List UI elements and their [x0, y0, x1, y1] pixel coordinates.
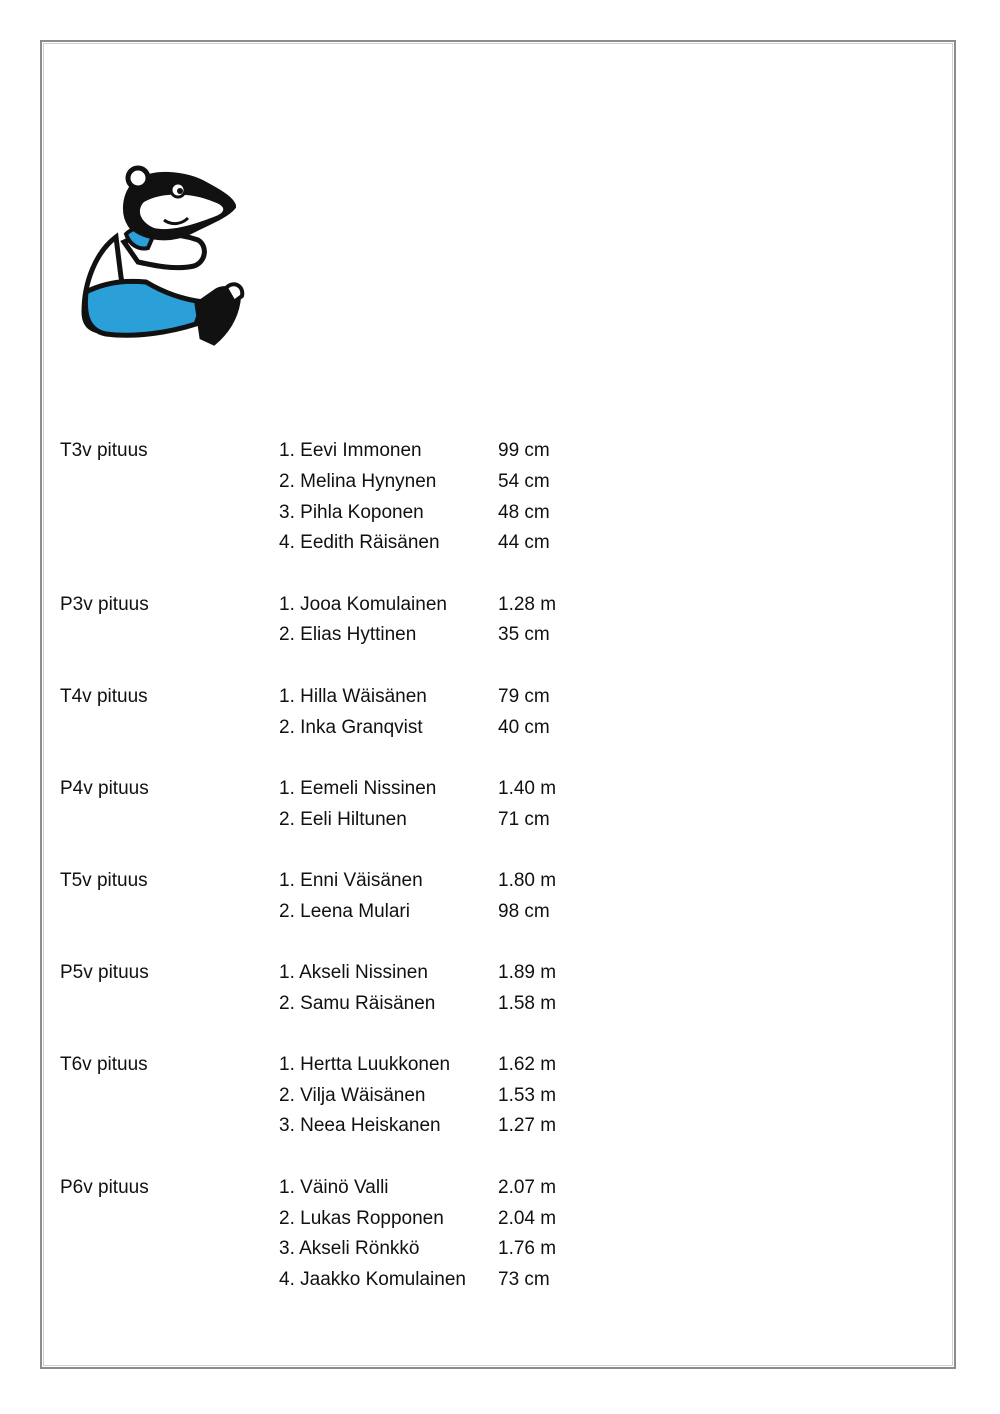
athlete-cell — [279, 901, 498, 923]
result-value: 2.07 m — [498, 1176, 557, 1198]
result-group — [60, 1050, 620, 1142]
athlete-name: Akseli Rönkkö — [299, 1238, 420, 1260]
result-row — [60, 589, 620, 620]
result-value: 99 cm — [498, 440, 550, 462]
rank-number: 2. — [279, 1084, 295, 1106]
result-row — [60, 1050, 620, 1081]
result-row — [60, 988, 620, 1019]
result-value: 71 cm — [498, 808, 550, 830]
athlete-cell — [279, 502, 498, 524]
result-value: 54 cm — [498, 471, 550, 493]
result-value: 1.28 m — [498, 593, 557, 615]
rank-number: 3. — [279, 501, 295, 523]
athlete-cell — [279, 870, 498, 892]
rank-number: 1. — [279, 777, 295, 799]
rank-number: 2. — [279, 1207, 295, 1229]
athlete-cell — [279, 1115, 498, 1137]
result-value: 40 cm — [498, 716, 550, 738]
athlete-name: Pihla Koponen — [300, 501, 424, 523]
result-row — [60, 1234, 620, 1265]
athlete-name: Jooa Komulainen — [300, 593, 447, 615]
athlete-name: Eeli Hiltunen — [300, 808, 407, 830]
result-group — [60, 682, 620, 743]
result-row — [60, 712, 620, 743]
athlete-cell — [279, 624, 498, 646]
result-value: 1.40 m — [498, 777, 557, 799]
result-row — [60, 1173, 620, 1204]
category-label: P5v pituus — [60, 962, 149, 984]
badger-mascot-icon — [76, 162, 251, 357]
rank-number: 1. — [279, 440, 295, 462]
rank-number: 1. — [279, 1176, 295, 1198]
rank-number: 3. — [279, 1238, 295, 1260]
category-label: P3v pituus — [60, 593, 149, 615]
rank-number: 1. — [279, 869, 295, 891]
category-label: T6v pituus — [60, 1054, 148, 1076]
result-group — [60, 774, 620, 835]
athlete-name: Hertta Luukkonen — [300, 1054, 451, 1076]
result-value: 98 cm — [498, 900, 550, 922]
result-value: 35 cm — [498, 624, 550, 646]
athlete-name: Samu Räisänen — [300, 992, 436, 1014]
rank-number: 1. — [279, 1054, 295, 1076]
athlete-name: Melina Hynynen — [300, 471, 437, 493]
result-value: 79 cm — [498, 685, 550, 707]
result-row — [60, 467, 620, 498]
athlete-cell — [279, 1177, 498, 1199]
athlete-cell — [279, 594, 498, 616]
athlete-name: Neea Heiskanen — [300, 1115, 441, 1137]
athlete-name: Eemeli Nissinen — [300, 777, 437, 799]
result-row — [60, 528, 620, 559]
result-row — [60, 682, 620, 713]
athlete-name: Elias Hyttinen — [300, 624, 417, 646]
athlete-cell — [279, 1269, 498, 1291]
rank-number: 4. — [279, 532, 295, 554]
athlete-cell — [279, 440, 498, 462]
results-list — [60, 436, 620, 1326]
result-row — [60, 958, 620, 989]
athlete-name: Eedith Räisänen — [300, 532, 440, 554]
result-row — [60, 1111, 620, 1142]
result-value: 1.80 m — [498, 869, 557, 891]
result-row — [60, 1265, 620, 1296]
result-group — [60, 958, 620, 1019]
result-row — [60, 436, 620, 467]
result-row — [60, 1080, 620, 1111]
result-row — [60, 866, 620, 897]
rank-number: 2. — [279, 992, 295, 1014]
result-group — [60, 1173, 620, 1296]
result-value: 1.76 m — [498, 1238, 557, 1260]
athlete-cell — [279, 532, 498, 554]
athlete-cell — [279, 809, 498, 831]
result-row — [60, 620, 620, 651]
rank-number: 2. — [279, 900, 295, 922]
category-label: T3v pituus — [60, 440, 148, 462]
rank-number: 2. — [279, 808, 295, 830]
athlete-name: Väinö Valli — [300, 1176, 389, 1198]
athlete-cell — [279, 993, 498, 1015]
result-row — [60, 497, 620, 528]
result-row — [60, 804, 620, 835]
athlete-cell — [279, 1085, 498, 1107]
result-value: 2.04 m — [498, 1207, 557, 1229]
athlete-name: Lukas Ropponen — [300, 1207, 444, 1229]
result-value: 44 cm — [498, 532, 550, 554]
athlete-cell — [279, 1208, 498, 1230]
category-label: P6v pituus — [60, 1176, 149, 1198]
result-value: 1.62 m — [498, 1054, 557, 1076]
result-value: 1.89 m — [498, 962, 557, 984]
rank-number: 3. — [279, 1115, 295, 1137]
athlete-name: Eevi Immonen — [300, 440, 422, 462]
rank-number: 1. — [279, 685, 295, 707]
athlete-cell — [279, 686, 498, 708]
athlete-name: Akseli Nissinen — [299, 962, 428, 984]
result-value: 48 cm — [498, 501, 550, 523]
athlete-name: Hilla Wäisänen — [300, 685, 427, 707]
result-group — [60, 436, 620, 559]
category-label: T5v pituus — [60, 869, 148, 891]
rank-number: 2. — [279, 716, 295, 738]
result-value: 1.58 m — [498, 992, 557, 1014]
result-group — [60, 866, 620, 927]
athlete-name: Inka Granqvist — [300, 716, 423, 738]
category-label: P4v pituus — [60, 777, 149, 799]
athlete-cell — [279, 717, 498, 739]
rank-number: 4. — [279, 1268, 295, 1290]
athlete-name: Jaakko Komulainen — [300, 1268, 466, 1290]
rank-number: 2. — [279, 624, 295, 646]
rank-number: 1. — [279, 593, 295, 615]
result-row — [60, 896, 620, 927]
category-label: T4v pituus — [60, 685, 148, 707]
athlete-name: Leena Mulari — [300, 900, 410, 922]
result-group — [60, 589, 620, 650]
athlete-cell — [279, 962, 498, 984]
result-value: 73 cm — [498, 1268, 550, 1290]
athlete-cell — [279, 1054, 498, 1076]
rank-number: 2. — [279, 471, 295, 493]
result-value: 1.27 m — [498, 1115, 557, 1137]
rank-number: 1. — [279, 962, 295, 984]
athlete-name: Enni Väisänen — [300, 869, 423, 891]
athlete-cell — [279, 471, 498, 493]
athlete-cell — [279, 778, 498, 800]
athlete-cell — [279, 1238, 498, 1260]
result-value: 1.53 m — [498, 1084, 557, 1106]
athlete-name: Vilja Wäisänen — [300, 1084, 426, 1106]
result-row — [60, 774, 620, 805]
result-row — [60, 1203, 620, 1234]
